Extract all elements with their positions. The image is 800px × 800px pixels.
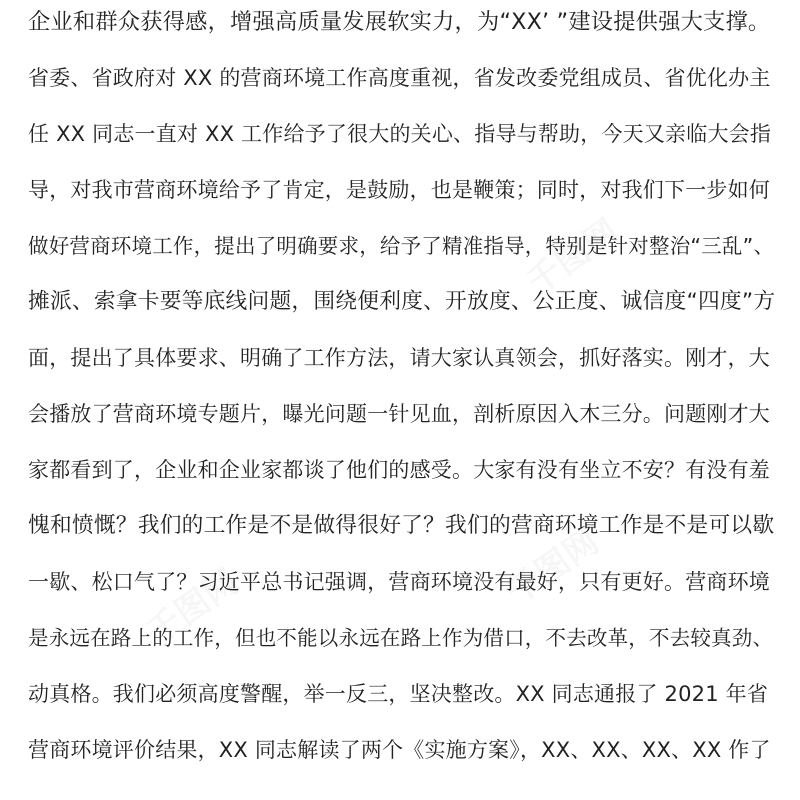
watermark: 千图网 [499,521,607,614]
text-line: 会播放了营商环境专题片，曝光问题一针见血，剖析原因入木三分。问题刚才大 [28,402,770,426]
text-line: 营商环境评价结果，XX 同志解读了两个《实施方案》，XX、XX、XX、XX 作了 [28,738,771,762]
text-line: 导，对我市营商环境给予了肯定，是鼓励，也是鞭策；同时，对我们下一步如何 [28,178,770,202]
text-line: 摊派、索拿卡要等底线问题，围绕便利度、开放度、公正度、诚信度“四度”方 [28,289,776,314]
text-line: 省委、省政府对 XX 的营商环境工作高度重视，省发改委党组成员、省优化办主 [28,66,771,90]
text-line: 做好营商环境工作，提出了明确要求，给予了精准指导，特别是针对整治“三乱”、 [28,234,775,258]
watermark: 千图网 [519,211,627,304]
text-line: 动真格。我们必须高度警醒，举一反三，坚决整改。XX 同志通报了 2021 年省 [28,682,769,706]
text-line: 一歇、松口气了？习近平总书记强调，营商环境没有最好，只有更好。营商环境 [28,570,770,594]
text-line: 是永远在路上的工作，但也不能以永远在路上作为借口，不去改革，不去较真劲、 [28,626,774,650]
watermark: 千图网 [139,561,247,654]
text-line: 家都看到了，企业和企业家都谈了他们的感受。大家有没有坐立不安？有没有羞 [28,458,770,482]
text-line: 面，提出了具体要求、明确了工作方法，请大家认真领会，抓好落实。刚才，大 [28,346,770,370]
text-line: 愧和愤慨？我们的工作是不是做得很好了？我们的营商环境工作是不是可以歇 [28,513,775,538]
text-line: 任 XX 同志一直对 XX 工作给予了很大的关心、指导与帮助，今天又亲临大会指 [28,122,772,146]
text-line: 企业和群众获得感，增强高质量发展软实力，为“XX’ ”建设提供强大支撑。 [28,9,771,35]
